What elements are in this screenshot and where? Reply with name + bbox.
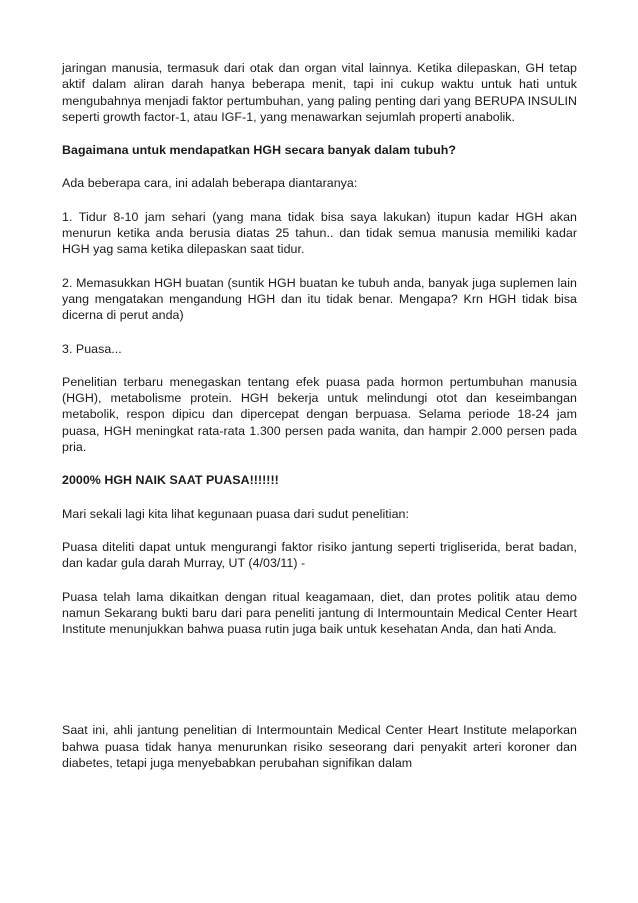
paragraph-intro-ways: Ada beberapa cara, ini adalah beberapa diantaranya: [62, 176, 358, 191]
paragraph-way-1-sleep: 1. Tidur 8-10 jam sehari (yang mana tidak bisa saya lakukan) itupun kadar HGH akan menurun ketika anda berusia diatas 25 tahun.. dan tidak semua manusia memiliki kadar HGH yag sama ketika dilepaskan saat tidur. [62, 209, 577, 257]
paragraph-way-2-synthetic: 2. Memasukkan HGH buatan (suntik HGH buatan ke tubuh anda, banyak juga suplemen lain yang mengatakan mengandung HGH dan itu tidak benar. Mengapa? Krn HGH tidak bisa dicerna di perut anda) [62, 275, 577, 323]
paragraph-look-again: Mari sekali lagi kita lihat kegunaan puasa dari sudut penelitian: [62, 506, 409, 521]
paragraph-religious-rituals: Puasa telah lama dikaitkan dengan ritual keagamaan, diet, dan protes politik atau demo namun Sekarang bukti baru dari para peneliti jantung di Intermountain Medical Center Heart Institute menunjukkan bahwa puasa rutin juga baik untuk kesehatan Anda, dan hati Anda. [62, 589, 577, 637]
paragraph-way-3-fasting: 3. Puasa... [62, 341, 122, 356]
paragraph-cardiologists: Saat ini, ahli jantung penelitian di Intermountain Medical Center Heart Institute melaporkan bahwa puasa tidak hanya menurunkan risiko seseorang dari penyakit arteri koroner dan diabetes, tetapi juga menyebabkan perubahan signifikan dalam [62, 723, 577, 771]
heading-how-to-get-hgh: Bagaimana untuk mendapatkan HGH secara banyak dalam tubuh? [62, 143, 456, 158]
document-page [62, 60, 577, 788]
paragraph-hgh-release: jaringan manusia, termasuk dari otak dan organ vital lainnya. Ketika dilepaskan, GH tetap aktif dalam aliran darah hanya beberapa menit, tapi ini cukup waktu untuk hati untuk mengubahnya menjadi faktor pertumbuhan, yang paling penting dari yang BERUPA INSULIN seperti growth factor-1, atau IGF-1, yang menawarkan sejumlah properti anabolik. [62, 61, 577, 124]
paragraph-research-fasting: Penelitian terbaru menegaskan tentang efek puasa pada hormon pertumbuhan manusia (HGH), metabolisme protein. HGH bekerja untuk melindungi otot dan keseimbangan metabolik, respon dipicu dan dipercepat dengan berpuasa. Selama periode 18-24 jam puasa, HGH meningkat rata-rata 1.300 persen pada wanita, dan hampir 2.000 persen pada pria. [62, 374, 577, 455]
paragraph-risk-factors: Puasa diteliti dapat untuk mengurangi faktor risiko jantung seperti trigliserida, berat badan, dan kadar gula darah Murray, UT (4/03/11) - [62, 539, 577, 571]
blank-space [62, 654, 577, 722]
heading-hgh-increase: 2000% HGH NAIK SAAT PUASA!!!!!!! [62, 473, 279, 488]
